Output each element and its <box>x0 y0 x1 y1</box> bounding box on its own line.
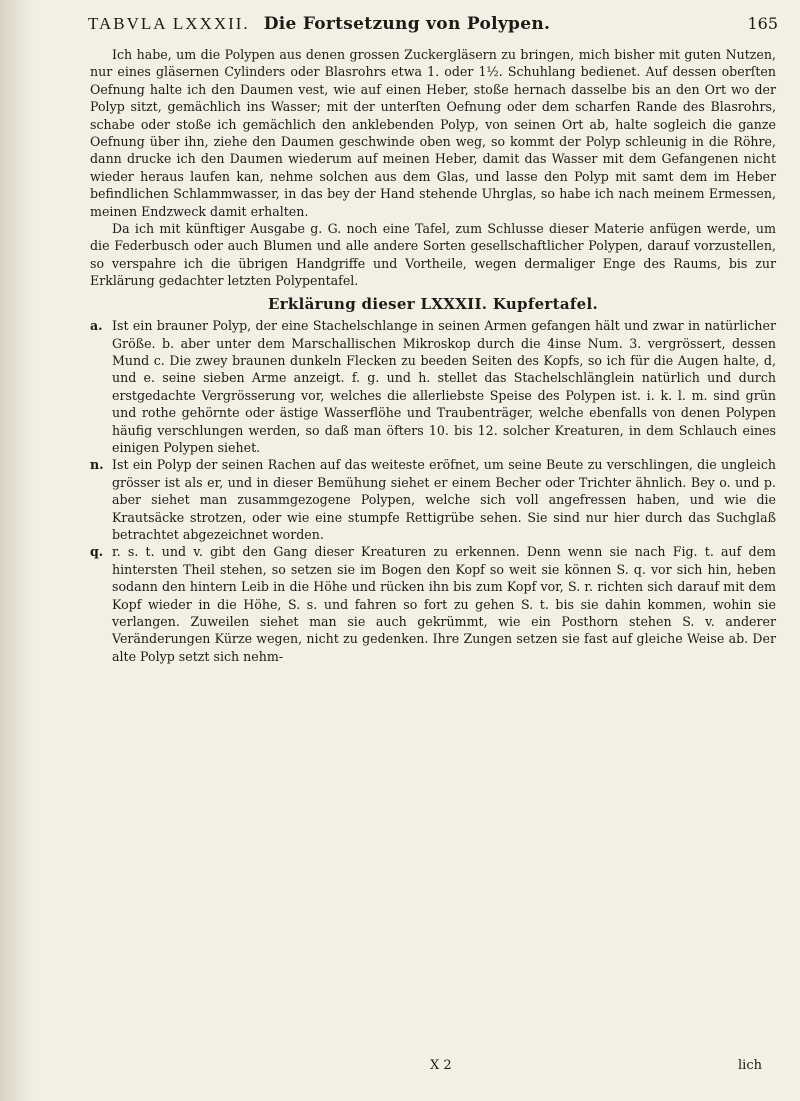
page-gutter-shadow <box>0 0 34 1101</box>
entry-text: Ist ein Polyp der seinen Rachen auf das weiteste eröfnet, um seine Beute zu verschlingen, die ungleich grösser ist als er, und in dieser Bemühung siehet er einem Becher oder Trichter ähnlich. Bey o. und p. aber siehet man zusammgezogene Polypen, welche sich voll angefressen haben, und wie die Krautsäcke strotzen, oder wie eine stumpfe Rettigrübe sehen. Sie sind nur hier durch das Suchglaß betrachtet abgezeichnet worden. <box>112 457 776 542</box>
paragraph: Da ich mit künftiger Ausgabe g. G. noch eine Tafel, zum Schlusse dieser Materie anfügen werde, um die Federbusch oder auch Blumen und alle andere Sorten gesellschaftlicher Polypen, darauf vorzustellen, so verspahre ich die übrigen Handgriffe und Vortheile, wegen dermaliger Enge des Raums, bis zur Erklärung gedachter letzten Polypentafel. <box>90 221 776 289</box>
entry-letter: a. <box>90 318 103 334</box>
plate-number: TABVLA LXXXII. <box>88 14 250 33</box>
page-title: Die Fortsetzung von Polypen. <box>263 14 551 34</box>
page-number: 165 <box>747 14 778 33</box>
plate-entry <box>90 456 776 543</box>
paragraph: Ich habe, um die Polypen aus denen grossen Zuckergläsern zu bringen, mich bisher mit guten Nutzen, nur eines gläsernen Cylinders oder Blasrohrs etwa 1. oder 1½. Schuhlang bedienet. Auf dessen oberſten Oefnung halte ich den Daumen vest, wie auf einen Heber, stoße hernach dasselbe bis an den Ort wo der Polyp sitzt, gemächlich ins Wasser; mit der unterſten Oefnung oder dem scharfen Rande des Blasrohrs, schabe oder stoße ich gemächlich den anklebenden Polyp, von seinen Ort ab, halte sogleich die ganze Oefnung über ihn, ziehe den Daumen geschwinde oben weg, so kommt der Polyp schleunig in die Röhre, dann drucke ich den Daumen wiederum auf meinen Heber, damit das Wasser mit dem Gefangenen nicht wieder heraus laufen kan, nehme solchen aus dem Glas, und lasse den Polyp mit samt dem im Heber befindlichen Schlammwasser, in das bey der Hand stehende Uhrglas, so habe ich nach meinem Ermessen, meinen Endzweck damit erhalten. <box>90 47 776 219</box>
signature-mark: X 2 <box>430 1058 452 1073</box>
header-left <box>88 14 550 34</box>
entry-text: r. s. t. und v. gibt den Gang dieser Kreaturen zu erkennen. Denn wenn sie nach Fig. t. auf dem hintersten Theil stehen, so setzen sie im Bogen den Kopf so weit sie können S. q. vor sich hin, heben sodann den hintern Leib in die Höhe und rücken ihn bis zum Kopf vor, S. r. richten sich darauf mit dem Kopf wieder in die Höhe, S. s. und fahren so fort zu gehen S. t. bis sie dahin kommen, wohin sie verlangen. Zuweilen siehet man sie auch gekrümmt, wie ein Posthorn stehen S. v. anderer Veränderungen Kürze wegen, nicht zu gedenken. Ihre Zungen setzen sie fast auf gleiche Weise ab. Der alte Polyp setzt sich nehm- <box>112 544 776 664</box>
entry-letter: q. <box>90 544 104 560</box>
entry-text: Ist ein brauner Polyp, der eine Stachelschlange in seinen Armen gefangen hält und zwar in natürlicher Größe. b. aber unter dem Marschallischen Mikroskop durch die 4inse Num. 3. vergrössert, dessen Mund c. Die zwey braunen dunkeln Flecken zu beeden Seiten des Kopfs, so ich für die Augen halte, d, und e. seine sieben Arme anzeigt. f. g. und h. stellet das Stachelschlänglein natürlich und durch erstgedachte Vergrösserung vor, welches die allerliebste Speise des Polypen ist. i. k. l. m. sind grün und rothe gehörnte oder ästige Wasserflöhe und Traubenträger, welche ebenfalls von denen Polypen häufig verschlungen werden, so daß man öfters 10. bis 12. solcher Kreaturen, in dem Schlauch eines einigen Polypen siehet. <box>112 318 776 455</box>
plate-entry <box>90 543 776 665</box>
text-body <box>90 46 776 665</box>
catchword: lich <box>738 1058 762 1073</box>
plate-entry <box>90 317 776 456</box>
section-heading: Erklärung dieser LXXXII. Kupfertafel. <box>267 294 599 313</box>
running-header <box>88 14 778 40</box>
entry-letter: n. <box>90 457 104 473</box>
